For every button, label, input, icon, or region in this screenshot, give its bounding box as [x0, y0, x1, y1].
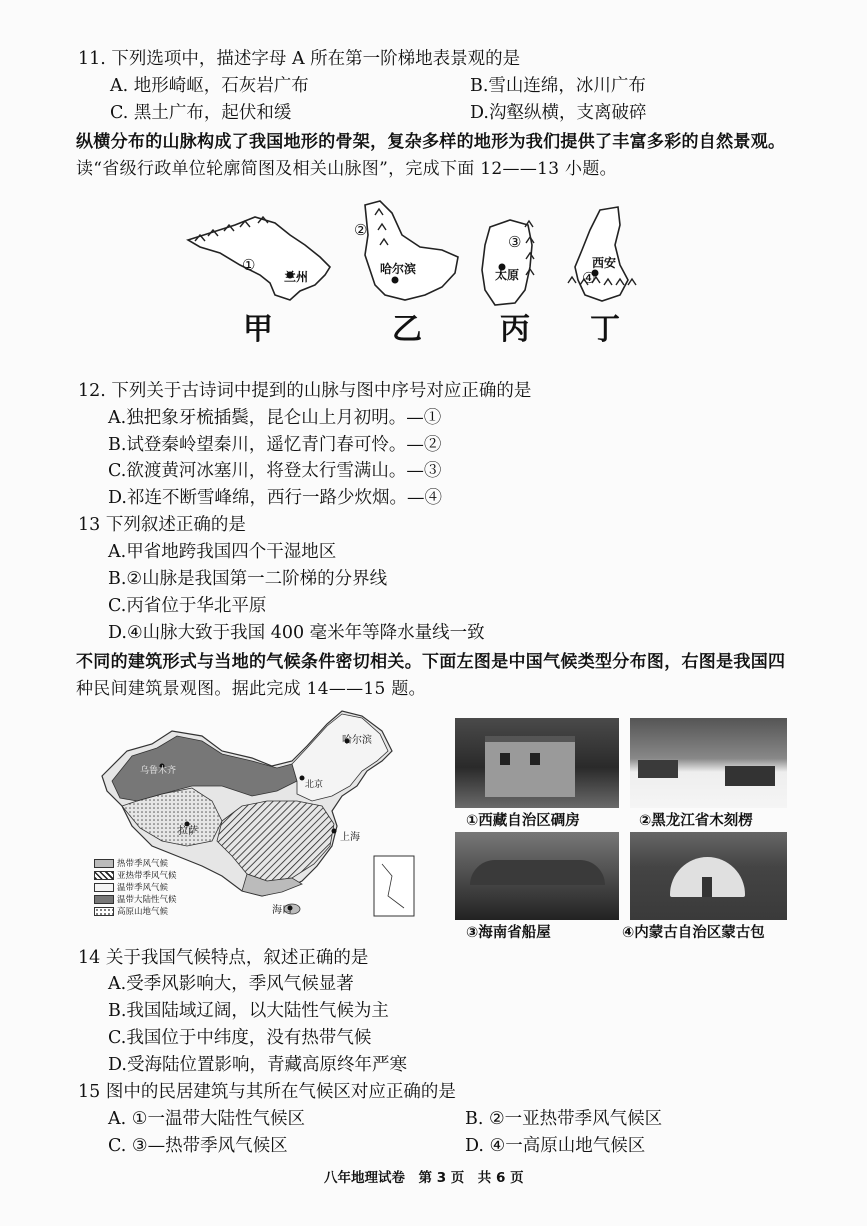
photo-caption-3: ③海南省船屋	[466, 925, 551, 941]
legend-temperate-monsoon	[94, 881, 168, 893]
province-label-jia: 甲	[243, 312, 273, 347]
q15-stem: 15 图中的民居建筑与其所在气候区对应正确的是	[78, 1082, 456, 1102]
q15-option-c: C. ③—热带季风气候区	[108, 1136, 288, 1156]
photo-tibet-diaofang	[455, 718, 619, 808]
q13-option-c: C.丙省位于华北平原	[108, 596, 267, 616]
marker-2: ②	[354, 221, 368, 239]
legend-subtropical	[94, 869, 177, 881]
legend-label-subtropical: 亚热带季风气候	[117, 871, 177, 881]
photo-hainan-chuanwu	[455, 832, 619, 920]
photo-caption-2: ②黑龙江省木刻楞	[639, 813, 753, 829]
q12-stem: 12. 下列关于古诗词中提到的山脉与图中序号对应正确的是	[78, 381, 532, 401]
q13-stem: 13 下列叙述正确的是	[78, 515, 246, 535]
map-city-beijing: 北京	[305, 780, 324, 790]
q14-option-b: B.我国陆域辽阔，以大陆性气候为主	[108, 1001, 389, 1021]
q13-option-a: A.甲省地跨我国四个干湿地区	[108, 542, 337, 562]
q11-option-a: A. 地形崎岖，石灰岩广布	[110, 76, 309, 96]
province-label-bing: 丙	[500, 312, 530, 347]
legend-label-plateau: 高原山地气候	[117, 907, 169, 917]
map-city-shanghai: 上海	[340, 832, 360, 843]
map-city-harbin: 哈尔滨	[342, 735, 372, 746]
city-xian: 西安	[592, 256, 617, 270]
passage2-line2: 种民间建筑景观图。据此完成 14——15 题。	[76, 679, 426, 699]
passage1-line1: 纵横分布的山脉构成了我国地形的骨架，复杂多样的地形为我们提供了丰富多彩的自然景观。	[76, 132, 786, 152]
legend-swatch-tropical	[94, 859, 114, 868]
legend-swatch-temperate-monsoon	[94, 883, 114, 892]
map-city-haikou: 海口	[272, 905, 292, 916]
q12-option-b: B.试登秦岭望秦川，遥忆青门春可怜。—②	[108, 435, 442, 455]
q14-option-c: C.我国位于中纬度，没有热带气候	[108, 1028, 372, 1048]
legend-label-continental: 温带大陆性气候	[117, 895, 177, 905]
q14-option-a: A.受季风影响大，季风气候显著	[108, 974, 354, 994]
q14-option-d: D.受海陆位置影响，青藏高原终年严寒	[108, 1055, 407, 1075]
q12-option-d: D.祁连不断雪峰绵，西行一路少炊烟。—④	[108, 488, 442, 508]
legend-tropical	[94, 857, 168, 869]
passage1-line2: 读“省级行政单位轮廓简图及相关山脉图”，完成下面 12——13 小题。	[76, 159, 617, 179]
passage2-line1: 不同的建筑形式与当地的气候条件密切相关。下面左图是中国气候类型分布图，右图是我国四	[76, 652, 786, 672]
city-harbin: 哈尔滨	[380, 262, 417, 276]
city-taiyuan: 太原	[495, 268, 520, 282]
city-lanzhou: 兰州	[284, 270, 309, 284]
legend-plateau	[94, 905, 168, 917]
photo-caption-4: ④内蒙古自治区蒙古包	[622, 925, 765, 941]
province-label-ding: 丁	[590, 312, 620, 347]
marker-1: ①	[242, 256, 256, 274]
legend-swatch-subtropical	[94, 871, 114, 880]
photo-heilongjiang-mukeleng	[630, 718, 787, 808]
photo-neimenggu-menggubao	[630, 832, 787, 920]
map-city-urumqi: 乌鲁木齐	[140, 766, 177, 776]
q11-option-b: B.雪山连绵，冰川广布	[470, 76, 646, 96]
legend-swatch-plateau	[94, 907, 114, 916]
legend-label-temperate-monsoon: 温带季风气候	[117, 883, 169, 893]
legend-label-tropical: 热带季风气候	[117, 859, 169, 869]
marker-3: ③	[508, 233, 522, 251]
province-jia-outline	[188, 217, 330, 300]
legend-continental	[94, 893, 177, 905]
q12-option-a: A.独把象牙梳插鬓，昆仑山上月初明。—①	[108, 408, 442, 428]
province-yi-outline	[365, 201, 458, 300]
marker-4: ④	[582, 269, 596, 287]
q14-stem: 14 关于我国气候特点，叙述正确的是	[78, 948, 369, 968]
q13-option-b: B.②山脉是我国第一二阶梯的分界线	[108, 569, 388, 589]
q11-option-d: D.沟壑纵横，支离破碎	[470, 103, 647, 123]
legend-swatch-continental	[94, 895, 114, 904]
q15-option-b: B. ②一亚热带季风气候区	[465, 1109, 663, 1129]
q11-option-c: C. 黑土广布，起伏和缓	[110, 103, 292, 123]
photo-caption-1: ①西藏自治区碉房	[466, 813, 580, 829]
province-label-yi: 乙	[392, 312, 422, 347]
province-bing-outline	[482, 220, 532, 305]
q11-stem: 11. 下列选项中，描述字母 A 所在第一阶梯地表景观的是	[78, 49, 521, 69]
page-footer: 八年地理试卷 第 3 页 共 6 页	[324, 1170, 524, 1186]
map-city-lhasa: 拉萨	[178, 826, 198, 837]
q15-option-a: A. ①一温带大陆性气候区	[108, 1109, 305, 1129]
q13-option-d: D.④山脉大致于我国 400 毫米年等降水量线一致	[108, 623, 485, 643]
q12-option-c: C.欲渡黄河冰塞川，将登太行雪满山。—③	[108, 461, 442, 481]
q15-option-d: D. ④一高原山地气候区	[465, 1136, 646, 1156]
